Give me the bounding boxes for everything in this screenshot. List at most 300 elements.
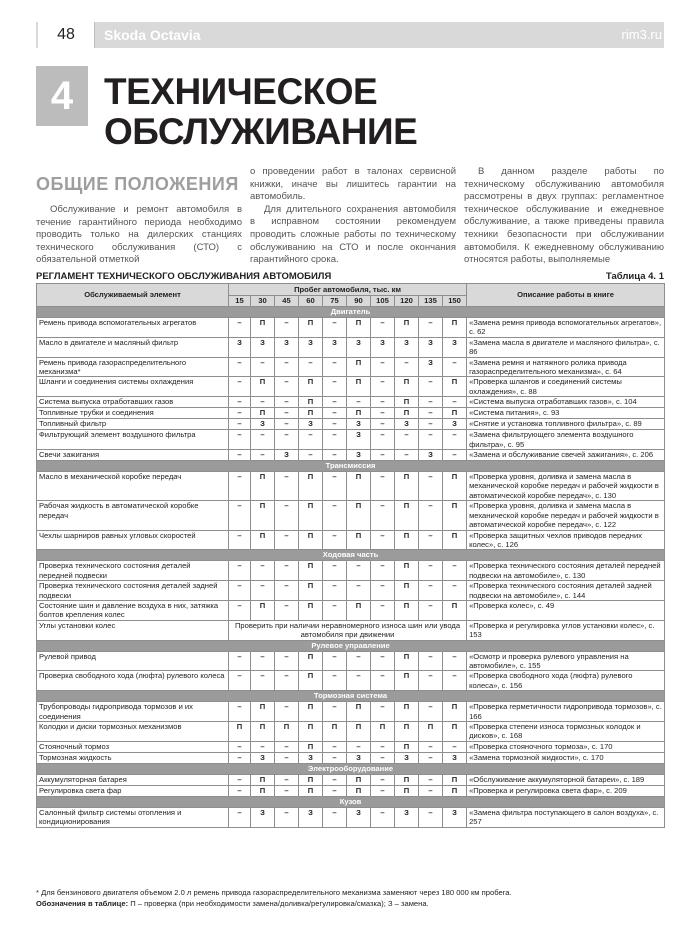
row-interval-value: – xyxy=(443,450,467,461)
row-interval-value: – xyxy=(443,671,467,691)
row-interval-value: – xyxy=(419,702,443,722)
row-interval-value: – xyxy=(229,472,251,501)
table-row xyxy=(37,785,665,796)
row-interval-value: – xyxy=(395,450,419,461)
row-interval-value: – xyxy=(323,651,347,671)
row-interval-value: П xyxy=(443,600,467,620)
row-interval-value: П xyxy=(347,702,371,722)
intro-col2-p2: Для длительного сохранения автомобиля в исправном состоянии рекомендуем проводить сложные работы по техническому обслуживанию на СТО и после окончания гарантийного срока. xyxy=(250,203,456,266)
row-interval-value: П xyxy=(347,722,371,742)
row-interval-value: – xyxy=(371,318,395,338)
row-interval-value: П xyxy=(251,702,275,722)
row-interval-value: П xyxy=(299,530,323,550)
row-interval-value: – xyxy=(419,785,443,796)
row-interval-value: – xyxy=(251,357,275,377)
row-interval-value: П xyxy=(395,785,419,796)
row-element: Регулировка света фар xyxy=(37,785,229,796)
row-interval-value: – xyxy=(371,702,395,722)
row-interval-value: – xyxy=(419,472,443,501)
row-interval-value: – xyxy=(443,397,467,408)
row-interval-value: П xyxy=(347,774,371,785)
row-interval-value: – xyxy=(323,581,347,601)
row-interval-value: – xyxy=(395,430,419,450)
row-interval-value: – xyxy=(443,741,467,752)
row-interval-value: З xyxy=(229,337,251,357)
row-interval-value: З xyxy=(443,337,467,357)
row-interval-value: – xyxy=(323,430,347,450)
row-interval-value: З xyxy=(251,752,275,763)
row-interval-value: З xyxy=(371,337,395,357)
row-element: Ремень привода вспомогательных агрегатов xyxy=(37,318,229,338)
row-element: Свечи зажигания xyxy=(37,450,229,461)
table-row xyxy=(37,530,665,550)
row-interval-value: З xyxy=(323,337,347,357)
row-interval-value: П xyxy=(443,785,467,796)
row-interval-value: П xyxy=(395,472,419,501)
table-row xyxy=(37,501,665,530)
row-description: «Проверка свободного хода (люфта) рулевого колеса», с. 156 xyxy=(467,671,665,691)
chapter-title-line1: ТЕХНИЧЕСКОЕ xyxy=(104,71,378,112)
row-element: Аккумуляторная батарея xyxy=(37,774,229,785)
row-interval-value: П xyxy=(443,530,467,550)
row-interval-value: П xyxy=(299,722,323,742)
table-row xyxy=(37,561,665,581)
table-row xyxy=(37,671,665,691)
row-interval-value: – xyxy=(275,741,299,752)
row-interval-value: – xyxy=(347,397,371,408)
col-header-km: 45 xyxy=(275,296,299,307)
site-link[interactable]: rim3.ru xyxy=(621,27,662,42)
row-interval-value: – xyxy=(323,419,347,430)
row-description: «Проверка и регулировка углов установки колес», с. 153 xyxy=(467,620,665,640)
row-interval-value: – xyxy=(275,397,299,408)
row-interval-value: П xyxy=(299,581,323,601)
row-interval-value: П xyxy=(443,377,467,397)
row-interval-value: – xyxy=(323,377,347,397)
row-interval-value: – xyxy=(275,530,299,550)
row-interval-value: П xyxy=(395,651,419,671)
row-description: «Замена ремня и натяжного ролика привода газораспределительного механизма», с. 64 xyxy=(467,357,665,377)
row-interval-value: – xyxy=(419,741,443,752)
row-interval-value: – xyxy=(275,430,299,450)
row-interval-value: П xyxy=(395,318,419,338)
row-interval-value: П xyxy=(395,741,419,752)
row-element: Салонный фильтр системы отопления и кондиционирования xyxy=(37,807,229,827)
row-interval-value: З xyxy=(347,807,371,827)
row-interval-value: – xyxy=(275,671,299,691)
table-row xyxy=(37,430,665,450)
row-interval-value: – xyxy=(275,377,299,397)
row-interval-value: П xyxy=(251,722,275,742)
row-interval-value: З xyxy=(395,807,419,827)
table-row xyxy=(37,752,665,763)
row-description: «Обслуживание аккумуляторной батареи», с. 189 xyxy=(467,774,665,785)
row-interval-value: З xyxy=(443,419,467,430)
row-interval-value: – xyxy=(251,741,275,752)
row-interval-value: П xyxy=(443,702,467,722)
row-interval-value: – xyxy=(275,561,299,581)
row-interval-value: – xyxy=(323,450,347,461)
row-interval-value: – xyxy=(275,318,299,338)
row-element: Ремень привода газораспределительного механизма* xyxy=(37,357,229,377)
row-description: «Проверка и регулировка света фар», с. 209 xyxy=(467,785,665,796)
row-interval-value: П xyxy=(347,785,371,796)
table-row xyxy=(37,774,665,785)
row-interval-value: П xyxy=(299,785,323,796)
row-interval-value: З xyxy=(395,752,419,763)
row-interval-value: З xyxy=(299,337,323,357)
row-span-note: Проверить при наличии неравномерного износа шин или увода автомобиля при движении xyxy=(229,620,467,640)
row-interval-value: – xyxy=(419,774,443,785)
row-interval-value: П xyxy=(395,377,419,397)
row-description: «Система питания», с. 93 xyxy=(467,408,665,419)
row-element: Проверка технического состояния деталей задней подвески xyxy=(37,581,229,601)
row-interval-value: – xyxy=(419,501,443,530)
legend-label: Обозначения в таблице: xyxy=(36,899,129,908)
row-interval-value: – xyxy=(419,397,443,408)
col-header-description: Описание работы в книге xyxy=(467,284,665,307)
row-interval-value: З xyxy=(251,419,275,430)
row-interval-value: – xyxy=(395,357,419,377)
row-interval-value: П xyxy=(251,785,275,796)
row-interval-value: – xyxy=(323,530,347,550)
row-interval-value: – xyxy=(323,472,347,501)
row-interval-value: П xyxy=(251,600,275,620)
col-header-mileage: Пробег автомобиля, тыс. км xyxy=(229,284,467,296)
table-row xyxy=(37,337,665,357)
table-row xyxy=(37,419,665,430)
row-description: «Снятие и установка топливного фильтра», с. 89 xyxy=(467,419,665,430)
row-element: Чехлы шарниров равных угловых скоростей xyxy=(37,530,229,550)
row-interval-value: – xyxy=(229,530,251,550)
row-interval-value: – xyxy=(275,774,299,785)
row-element: Тормозная жидкость xyxy=(37,752,229,763)
row-interval-value: – xyxy=(371,397,395,408)
row-interval-value: – xyxy=(419,377,443,397)
row-interval-value: П xyxy=(299,600,323,620)
row-interval-value: – xyxy=(371,651,395,671)
row-description: «Замена масла в двигателе и масляного фильтра», с. 86 xyxy=(467,337,665,357)
row-interval-value: П xyxy=(323,722,347,742)
col-header-km: 15 xyxy=(229,296,251,307)
row-interval-value: – xyxy=(443,430,467,450)
row-interval-value: – xyxy=(419,807,443,827)
row-interval-value: – xyxy=(443,357,467,377)
row-element: Стояночный тормоз xyxy=(37,741,229,752)
row-interval-value: – xyxy=(419,430,443,450)
row-interval-value: П xyxy=(299,741,323,752)
row-element: Проверка свободного хода (люфта) рулевого колеса xyxy=(37,671,229,691)
table-row xyxy=(37,408,665,419)
col-header-km: 120 xyxy=(395,296,419,307)
row-interval-value: – xyxy=(323,318,347,338)
row-interval-value: – xyxy=(229,774,251,785)
row-interval-value: – xyxy=(229,671,251,691)
row-interval-value: П xyxy=(251,501,275,530)
row-interval-value: П xyxy=(443,501,467,530)
row-interval-value: – xyxy=(275,419,299,430)
row-interval-value: – xyxy=(275,357,299,377)
row-interval-value: З xyxy=(419,357,443,377)
table-row xyxy=(37,702,665,722)
page-number: 48 xyxy=(38,22,95,48)
row-interval-value: П xyxy=(299,501,323,530)
section-header: Электрооборудование xyxy=(37,763,665,774)
section-header: Тормозная система xyxy=(37,691,665,702)
row-interval-value: З xyxy=(251,337,275,357)
row-interval-value: – xyxy=(371,450,395,461)
row-interval-value: П xyxy=(419,722,443,742)
row-interval-value: – xyxy=(419,318,443,338)
row-interval-value: П xyxy=(299,561,323,581)
row-interval-value: П xyxy=(395,774,419,785)
row-interval-value: – xyxy=(275,785,299,796)
row-interval-value: – xyxy=(347,671,371,691)
row-interval-value: П xyxy=(299,702,323,722)
row-interval-value: П xyxy=(299,651,323,671)
row-element: Трубопроводы гидропривода тормозов и их соединения xyxy=(37,702,229,722)
row-interval-value: – xyxy=(443,581,467,601)
row-interval-value: – xyxy=(323,600,347,620)
section-header: Ходовая часть xyxy=(37,550,665,561)
row-interval-value: П xyxy=(395,530,419,550)
row-interval-value: П xyxy=(395,397,419,408)
chapter-title-line2: ОБСЛУЖИВАНИЕ xyxy=(104,111,418,152)
row-interval-value: П xyxy=(443,774,467,785)
row-interval-value: – xyxy=(251,581,275,601)
row-interval-value: – xyxy=(347,651,371,671)
row-interval-value: – xyxy=(371,752,395,763)
row-interval-value: – xyxy=(347,741,371,752)
row-interval-value: П xyxy=(299,671,323,691)
row-interval-value: – xyxy=(229,807,251,827)
row-interval-value: П xyxy=(395,561,419,581)
row-interval-value: – xyxy=(323,741,347,752)
col-header-km: 90 xyxy=(347,296,371,307)
col-header-element: Обслуживаемый элемент xyxy=(37,284,229,307)
row-interval-value: – xyxy=(229,408,251,419)
row-element: Система выпуска отработавших газов xyxy=(37,397,229,408)
table-row xyxy=(37,651,665,671)
table-row xyxy=(37,600,665,620)
row-description: «Замена тормозной жидкости», с. 170 xyxy=(467,752,665,763)
row-interval-value: З xyxy=(275,450,299,461)
row-interval-value: П xyxy=(395,408,419,419)
row-interval-value: П xyxy=(443,318,467,338)
row-element: Масло в двигателе и масляный фильтр xyxy=(37,337,229,357)
row-interval-value: – xyxy=(443,651,467,671)
row-interval-value: – xyxy=(371,774,395,785)
table-row xyxy=(37,741,665,752)
row-interval-value: – xyxy=(323,752,347,763)
row-interval-value: – xyxy=(229,318,251,338)
row-interval-value: З xyxy=(347,430,371,450)
row-interval-value: П xyxy=(299,377,323,397)
row-interval-value: – xyxy=(371,785,395,796)
row-interval-value: – xyxy=(275,581,299,601)
row-interval-value: П xyxy=(443,408,467,419)
row-interval-value: – xyxy=(323,702,347,722)
row-interval-value: П xyxy=(395,581,419,601)
row-interval-value: П xyxy=(299,318,323,338)
intro-col1: Обслуживание и ремонт автомобиля в течение гарантийного периода необходимо проводить только на дилерских станциях технического обслуживания (СТО) с обязательной отметкой xyxy=(36,204,242,266)
row-interval-value: П xyxy=(347,357,371,377)
row-interval-value: П xyxy=(395,600,419,620)
row-interval-value: З xyxy=(443,807,467,827)
row-interval-value: – xyxy=(323,397,347,408)
row-interval-value: – xyxy=(275,600,299,620)
row-interval-value: – xyxy=(299,430,323,450)
row-interval-value: П xyxy=(251,472,275,501)
table-label: Таблица 4. 1 xyxy=(605,271,664,282)
section-title: ОБЩИЕ ПОЛОЖЕНИЯ xyxy=(36,174,239,194)
row-interval-value: З xyxy=(347,752,371,763)
row-interval-value: З xyxy=(299,419,323,430)
row-interval-value: – xyxy=(371,419,395,430)
row-description: «Проверка герметичности гидропривода тормозов», с. 166 xyxy=(467,702,665,722)
table-title: РЕГЛАМЕНТ ТЕХНИЧЕСКОГО ОБСЛУЖИВАНИЯ АВТОМОБИЛЯ xyxy=(36,271,332,282)
row-element: Проверка технического состояния деталей передней подвески xyxy=(37,561,229,581)
row-interval-value: П xyxy=(347,472,371,501)
row-interval-value: – xyxy=(419,561,443,581)
table-row xyxy=(37,318,665,338)
row-interval-value: П xyxy=(251,318,275,338)
row-interval-value: – xyxy=(229,561,251,581)
col-header-km: 30 xyxy=(251,296,275,307)
row-element: Масло в механической коробке передач xyxy=(37,472,229,501)
row-interval-value: – xyxy=(419,581,443,601)
row-description: «Замена и обслуживание свечей зажигания», с. 206 xyxy=(467,450,665,461)
row-interval-value: – xyxy=(299,357,323,377)
row-interval-value: П xyxy=(347,600,371,620)
footnote: * Для бензинового двигателя объемом 2.0 л ремень привода газораспределительного механизма заменяют через 180 000 км пробега. xyxy=(36,888,512,897)
intro-col2-p1: о проведении работ в талонах сервисной книжки, иначе вы лишитесь гарантии на автомобиль. xyxy=(250,166,456,203)
row-description: «Проверка защитных чехлов приводов передних колес», с. 126 xyxy=(467,530,665,550)
row-element: Рулевой привод xyxy=(37,651,229,671)
section-header: Кузов xyxy=(37,796,665,807)
row-interval-value: – xyxy=(323,408,347,419)
row-interval-value: – xyxy=(419,419,443,430)
row-interval-value: З xyxy=(275,337,299,357)
row-interval-value: – xyxy=(229,581,251,601)
row-interval-value: – xyxy=(251,397,275,408)
row-interval-value: П xyxy=(299,408,323,419)
row-interval-value: П xyxy=(395,722,419,742)
row-interval-value: – xyxy=(299,450,323,461)
row-description: «Замена фильтрующего элемента воздушного фильтра», с. 95 xyxy=(467,430,665,450)
col-header-km: 105 xyxy=(371,296,395,307)
row-interval-value: – xyxy=(323,501,347,530)
row-interval-value: З xyxy=(347,419,371,430)
row-interval-value: П xyxy=(443,722,467,742)
row-interval-value: – xyxy=(323,561,347,581)
row-interval-value: П xyxy=(299,472,323,501)
row-interval-value: – xyxy=(371,357,395,377)
row-interval-value: П xyxy=(299,774,323,785)
row-interval-value: П xyxy=(395,501,419,530)
row-interval-value: – xyxy=(371,408,395,419)
row-element: Колодки и диски тормозных механизмов xyxy=(37,722,229,742)
row-interval-value: – xyxy=(251,561,275,581)
row-interval-value: П xyxy=(251,377,275,397)
table-row xyxy=(37,722,665,742)
row-interval-value: – xyxy=(419,408,443,419)
row-interval-value: – xyxy=(229,377,251,397)
table-row xyxy=(37,397,665,408)
row-description: «Проверка технического состояния деталей задней подвески на автомобиле», с. 144 xyxy=(467,581,665,601)
book-title: Skoda Octavia xyxy=(104,27,201,43)
table-row xyxy=(37,807,665,827)
intro-col2 xyxy=(250,166,456,267)
row-interval-value: З xyxy=(395,337,419,357)
row-element: Топливный фильтр xyxy=(37,419,229,430)
row-interval-value: – xyxy=(229,430,251,450)
row-interval-value: – xyxy=(275,472,299,501)
row-element: Рабочая жидкость в автоматической коробке передач xyxy=(37,501,229,530)
row-interval-value: – xyxy=(275,651,299,671)
row-interval-value: – xyxy=(323,807,347,827)
table-row xyxy=(37,377,665,397)
row-interval-value: П xyxy=(347,408,371,419)
maintenance-table xyxy=(36,283,665,828)
row-interval-value: – xyxy=(229,450,251,461)
row-interval-value: П xyxy=(395,671,419,691)
section-header: Рулевое управление xyxy=(37,640,665,651)
row-interval-value: – xyxy=(229,501,251,530)
table-row xyxy=(37,450,665,461)
row-interval-value: – xyxy=(419,600,443,620)
row-interval-value: – xyxy=(229,600,251,620)
row-interval-value: З xyxy=(443,752,467,763)
row-interval-value: – xyxy=(371,377,395,397)
row-interval-value: – xyxy=(371,671,395,691)
section-header: Трансмиссия xyxy=(37,461,665,472)
row-interval-value: – xyxy=(371,581,395,601)
row-interval-value: П xyxy=(275,722,299,742)
col-header-km: 60 xyxy=(299,296,323,307)
row-interval-value: П xyxy=(347,501,371,530)
row-interval-value: П xyxy=(251,774,275,785)
row-description: «Замена фильтра поступающего в салон воздуха», с. 257 xyxy=(467,807,665,827)
row-interval-value: – xyxy=(347,581,371,601)
table-row xyxy=(37,357,665,377)
row-description: «Проверка колес», с. 49 xyxy=(467,600,665,620)
row-description: «Проверка уровня, доливка и замена масла в механической коробке передач и рабочей жидкости в автоматической коробке передач», с. 130 xyxy=(467,472,665,501)
row-description: «Проверка стояночного тормоза», с. 170 xyxy=(467,741,665,752)
legend xyxy=(36,899,664,909)
row-interval-value: П xyxy=(443,472,467,501)
row-interval-value: – xyxy=(371,501,395,530)
table-row xyxy=(37,472,665,501)
row-interval-value: П xyxy=(299,397,323,408)
col-header-km: 150 xyxy=(443,296,467,307)
col-header-km: 75 xyxy=(323,296,347,307)
row-description: «Проверка уровня, доливка и замена масла в механической коробке передач и рабочей жидкости в автоматической коробке передач», с. 122 xyxy=(467,501,665,530)
chapter-number: 4 xyxy=(36,66,88,126)
row-interval-value: З xyxy=(347,450,371,461)
row-interval-value: – xyxy=(275,501,299,530)
row-interval-value: – xyxy=(371,807,395,827)
row-interval-value: – xyxy=(323,671,347,691)
row-interval-value: – xyxy=(371,430,395,450)
row-interval-value: – xyxy=(251,450,275,461)
row-interval-value: З xyxy=(395,419,419,430)
row-interval-value: – xyxy=(251,651,275,671)
row-interval-value: – xyxy=(347,561,371,581)
row-interval-value: – xyxy=(371,600,395,620)
col-header-km: 135 xyxy=(419,296,443,307)
row-interval-value: П xyxy=(347,530,371,550)
